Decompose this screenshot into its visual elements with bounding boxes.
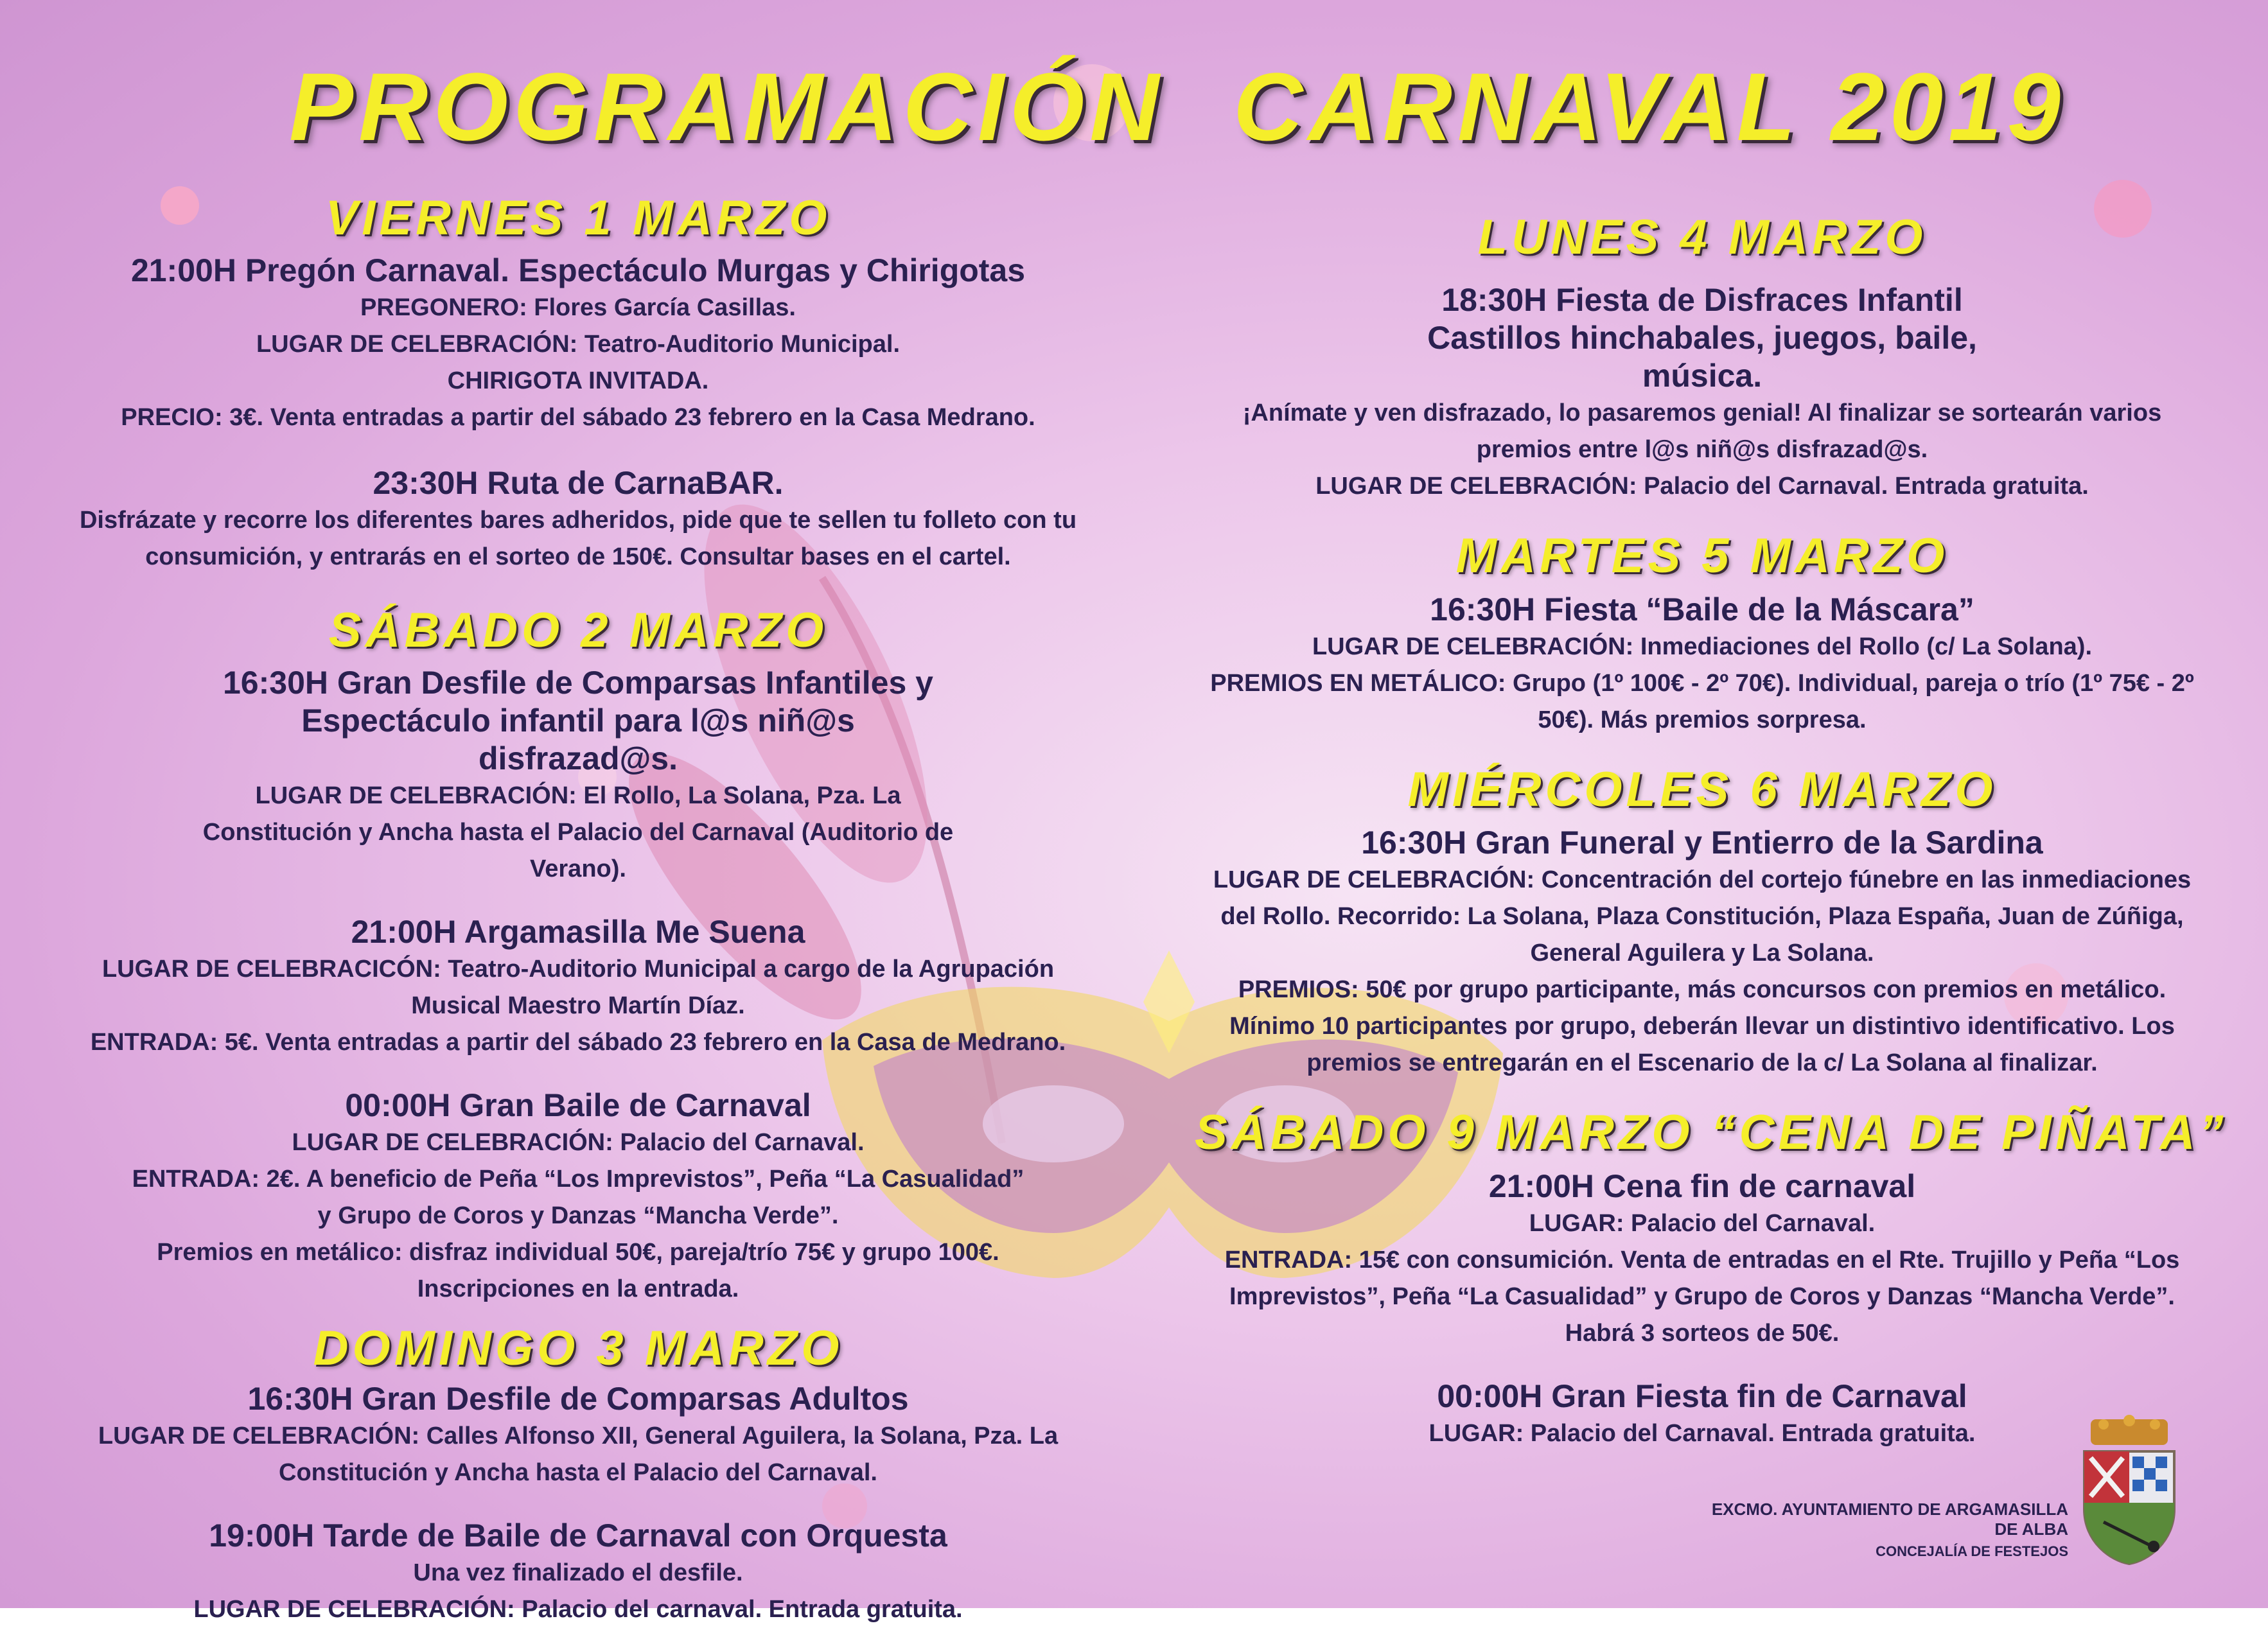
event-title: 23:30H Ruta de CarnaBAR. xyxy=(373,464,784,501)
event xyxy=(58,252,1098,436)
event-title: 19:00H Tarde de Baile de Carnaval con Orquesta xyxy=(209,1518,947,1554)
right-column xyxy=(1195,210,2228,1452)
event-detail: CHIRIGOTA INVITADA. xyxy=(447,367,709,394)
event-title: 16:30H Gran Funeral y Entierro de la Sardina xyxy=(1361,825,2043,861)
event-detail: LUGAR DE CELEBRACIÓN: Palacio del carnaval. Entrada gratuita. xyxy=(193,1596,963,1624)
event-detail: Inscripciones en la entrada. xyxy=(417,1275,739,1302)
event xyxy=(58,464,1098,575)
day-heading: DOMINGO 3 MARZO xyxy=(313,1320,843,1376)
event-detail: PREMIOS: 50€ por grupo participante, más concursos con premios en metálico. Mínimo 10 participantes por grupo, deberán llevar un distintivo identificativo. Los premios se entregarán en el Escenario de la c/ La Solana al finalizar. xyxy=(1229,976,2175,1077)
event xyxy=(58,1380,1098,1491)
event-detail: LUGAR DE CELEBRACIÓN: El Rollo, La Solana, Pza. La Constitución y Ancha hasta el Palacio del Carnaval (Auditorio de Verano). xyxy=(202,782,954,882)
event-title: 00:00H Gran Baile de Carnaval xyxy=(345,1087,811,1123)
event xyxy=(1195,281,2210,505)
event xyxy=(58,1517,1098,1628)
event-detail: ENTRADA: 5€. Venta entradas a partir del sábado 23 febrero en la Casa de Medrano. xyxy=(90,1028,1066,1056)
event-title: 21:00H Argamasilla Me Suena xyxy=(351,913,805,950)
event xyxy=(1195,1168,2210,1352)
event xyxy=(58,1087,1098,1308)
day-heading: MARTES 5 MARZO xyxy=(1455,528,1949,583)
event-detail: ¡Anímate y ven disfrazado, lo pasaremos genial! Al finalizar se sortearán varios premios entre l@s niñ@s disfrazad@s. xyxy=(1242,399,2162,463)
day-heading: SÁBADO 9 MARZO “CENA DE PIÑATA” xyxy=(1195,1105,2228,1160)
day-heading: SÁBADO 2 MARZO xyxy=(328,602,828,658)
event-detail: LUGAR DE CELEBRACICÓN: Teatro-Auditorio Municipal a cargo de la Agrupación Musical Maestro Martín Díaz. xyxy=(101,955,1055,1019)
footer-credits xyxy=(1696,1500,2068,1560)
title-carnaval-2019: CARNAVAL 2019 xyxy=(1233,53,2066,161)
event xyxy=(1195,591,2210,739)
event-detail: LUGAR: Palacio del Carnaval. Entrada gratuita. xyxy=(1428,1420,1976,1448)
event-detail: ENTRADA: 2€. A beneficio de Peña “Los Imprevistos”, Peña “La Casualidad” y Grupo de Coros y Danzas “Mancha Verde”. xyxy=(132,1165,1024,1229)
day-heading: MIÉRCOLES 6 MARZO xyxy=(1407,762,1997,817)
event-detail: LUGAR DE CELEBRACIÓN: Palacio del Carnaval. Entrada gratuita. xyxy=(1315,472,2089,500)
event xyxy=(1195,1378,2210,1452)
event-detail: LUGAR DE CELEBRACIÓN: Teatro-Auditorio Municipal. xyxy=(256,330,901,358)
event-detail: ENTRADA: 15€ con consumición. Venta de entradas en el Rte. Trujillo y Peña “Los Imprevistos”, Peña “La Casualidad” y Grupo de Coros y Danzas “Mancha Verde”. Habrá 3 sorteos de 50€. xyxy=(1224,1247,2180,1347)
event xyxy=(1195,824,2210,1081)
event-detail: LUGAR DE CELEBRACIÓN: Inmediaciones del Rollo (c/ La Solana). xyxy=(1312,633,2093,660)
event-detail: LUGAR DE CELEBRACIÓN: Concentración del cortejo fúnebre en las inmediaciones del Rollo. Recorrido: La Solana, Plaza Constitución, Plaza España, Juan de Zúñiga, General Aguilera y La Solana. xyxy=(1213,866,2192,967)
event-detail: PREGONERO: Flores García Casillas. xyxy=(360,293,796,321)
event-detail: PREMIOS EN METÁLICO: Grupo (1º 100€ - 2º 70€). Individual, pareja o trío (1º 75€ - 2º 50€). Más premios sorpresa. xyxy=(1210,669,2194,733)
left-column xyxy=(58,193,1098,1628)
day-heading: LUNES 4 MARZO xyxy=(1477,210,1927,265)
footer-line-2: CONCEJALÍA DE FESTEJOS xyxy=(1876,1543,2068,1559)
event xyxy=(58,664,1098,888)
event-detail: LUGAR DE CELEBRACIÓN: Palacio del Carnaval. xyxy=(292,1128,865,1156)
event-title: 16:30H Gran Desfile de Comparsas Adultos xyxy=(247,1381,909,1417)
event-title: 21:00H Pregón Carnaval. Espectáculo Murgas y Chirigotas xyxy=(130,252,1026,288)
event-title: 21:00H Cena fin de carnaval xyxy=(1488,1168,1916,1205)
title-programacion: PROGRAMACIÓN xyxy=(289,53,1165,161)
event xyxy=(58,913,1098,1061)
event-detail: Premios en metálico: disfraz individual 50€, pareja/trío 75€ y grupo 100€. xyxy=(157,1238,999,1266)
event-detail: LUGAR: Palacio del Carnaval. xyxy=(1529,1210,1876,1238)
event-title: 16:30H Gran Desfile de Comparsas Infantiles y Espectáculo infantil para l@s niñ@s disfrazad@s. xyxy=(223,664,933,776)
event-title: 00:00H Gran Fiesta fin de Carnaval xyxy=(1437,1378,1967,1415)
footer-line-1: EXCMO. AYUNTAMIENTO DE ARGAMASILLA DE ALBA xyxy=(1711,1500,2068,1539)
municipal-crest-icon xyxy=(2078,1413,2181,1567)
event-detail: LUGAR DE CELEBRACIÓN: Calles Alfonso XII, General Aguilera, la Solana, Pza. La Constitución y Ancha hasta el Palacio del Carnaval. xyxy=(98,1422,1059,1487)
event-detail: PRECIO: 3€. Venta entradas a partir del sábado 23 febrero en la Casa Medrano. xyxy=(121,403,1035,431)
event-detail: Disfrázate y recorre los diferentes bares adheridos, pide que te sellen tu folleto con tu consumición, y entrarás en el sorteo de 150€. Consultar bases en el cartel. xyxy=(79,506,1077,570)
day-heading: VIERNES 1 MARZO xyxy=(325,191,831,245)
event-detail: Una vez finalizado el desfile. xyxy=(413,1559,743,1587)
event-title: 18:30H Fiesta de Disfraces Infantil Castillos hinchabales, juegos, baile, música. xyxy=(1427,281,1977,394)
event-title: 16:30H Fiesta “Baile de la Máscara” xyxy=(1430,591,1974,627)
